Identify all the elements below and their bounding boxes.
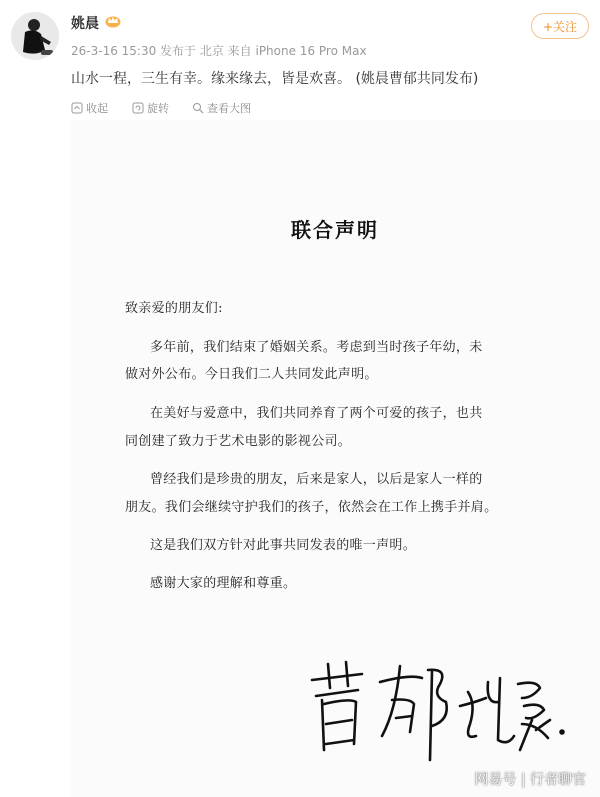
post-header [0,0,600,92]
statement-line: 感谢大家的理解和尊重。 [150,576,297,591]
rotate-label: 旋转 [147,102,169,115]
avatar[interactable] [11,12,59,60]
statement-line: 在美好与爱意中，我们共同养育了两个可爱的孩子，也共 [150,406,483,421]
rotate-button[interactable] [132,100,169,116]
statement-title: 联合声明 [291,218,379,242]
post-content: 山水一程，三生有幸。缘来缘去，皆是欢喜。 (姚晨曹郁共同发布) [71,71,479,87]
statement-line: 同创建了致力于艺术电影的影视公司。 [125,434,352,449]
view-large-label: 查看大图 [207,102,251,115]
statement-salutation: 致亲爱的朋友们: [125,301,223,316]
zoom-icon [192,102,204,114]
watermark-text: 网易号 | 行者聊官 [474,772,586,788]
crown-badge-icon [105,14,121,28]
statement-line: 曾经我们是珍贵的朋友，后来是家人，以后是家人一样的 [150,472,483,487]
image-actions-bar [0,92,600,120]
rotate-icon [132,102,144,114]
collapse-icon [71,102,83,114]
statement-line: 多年前，我们结束了婚姻关系。考虑到当时孩子年幼，未 [150,340,483,355]
collect-button[interactable] [71,100,108,116]
handwritten-signature [300,640,570,770]
view-large-button[interactable] [192,100,251,116]
statement-line: 朋友。我们会继续守护我们的孩子，依然会在工作上携手并肩。 [125,500,498,515]
statement-line: 做对外公布。今日我们二人共同发此声明。 [125,367,378,382]
post-meta: 26-3-16 15:30 发布于 北京 来自 iPhone 16 Pro Max [71,44,367,58]
username[interactable]: 姚晨 [71,16,99,32]
statement-line: 这是我们双方针对此事共同发表的唯一声明。 [150,538,417,553]
follow-button[interactable]: +关注 [531,13,589,39]
collect-label: 收起 [86,102,108,115]
